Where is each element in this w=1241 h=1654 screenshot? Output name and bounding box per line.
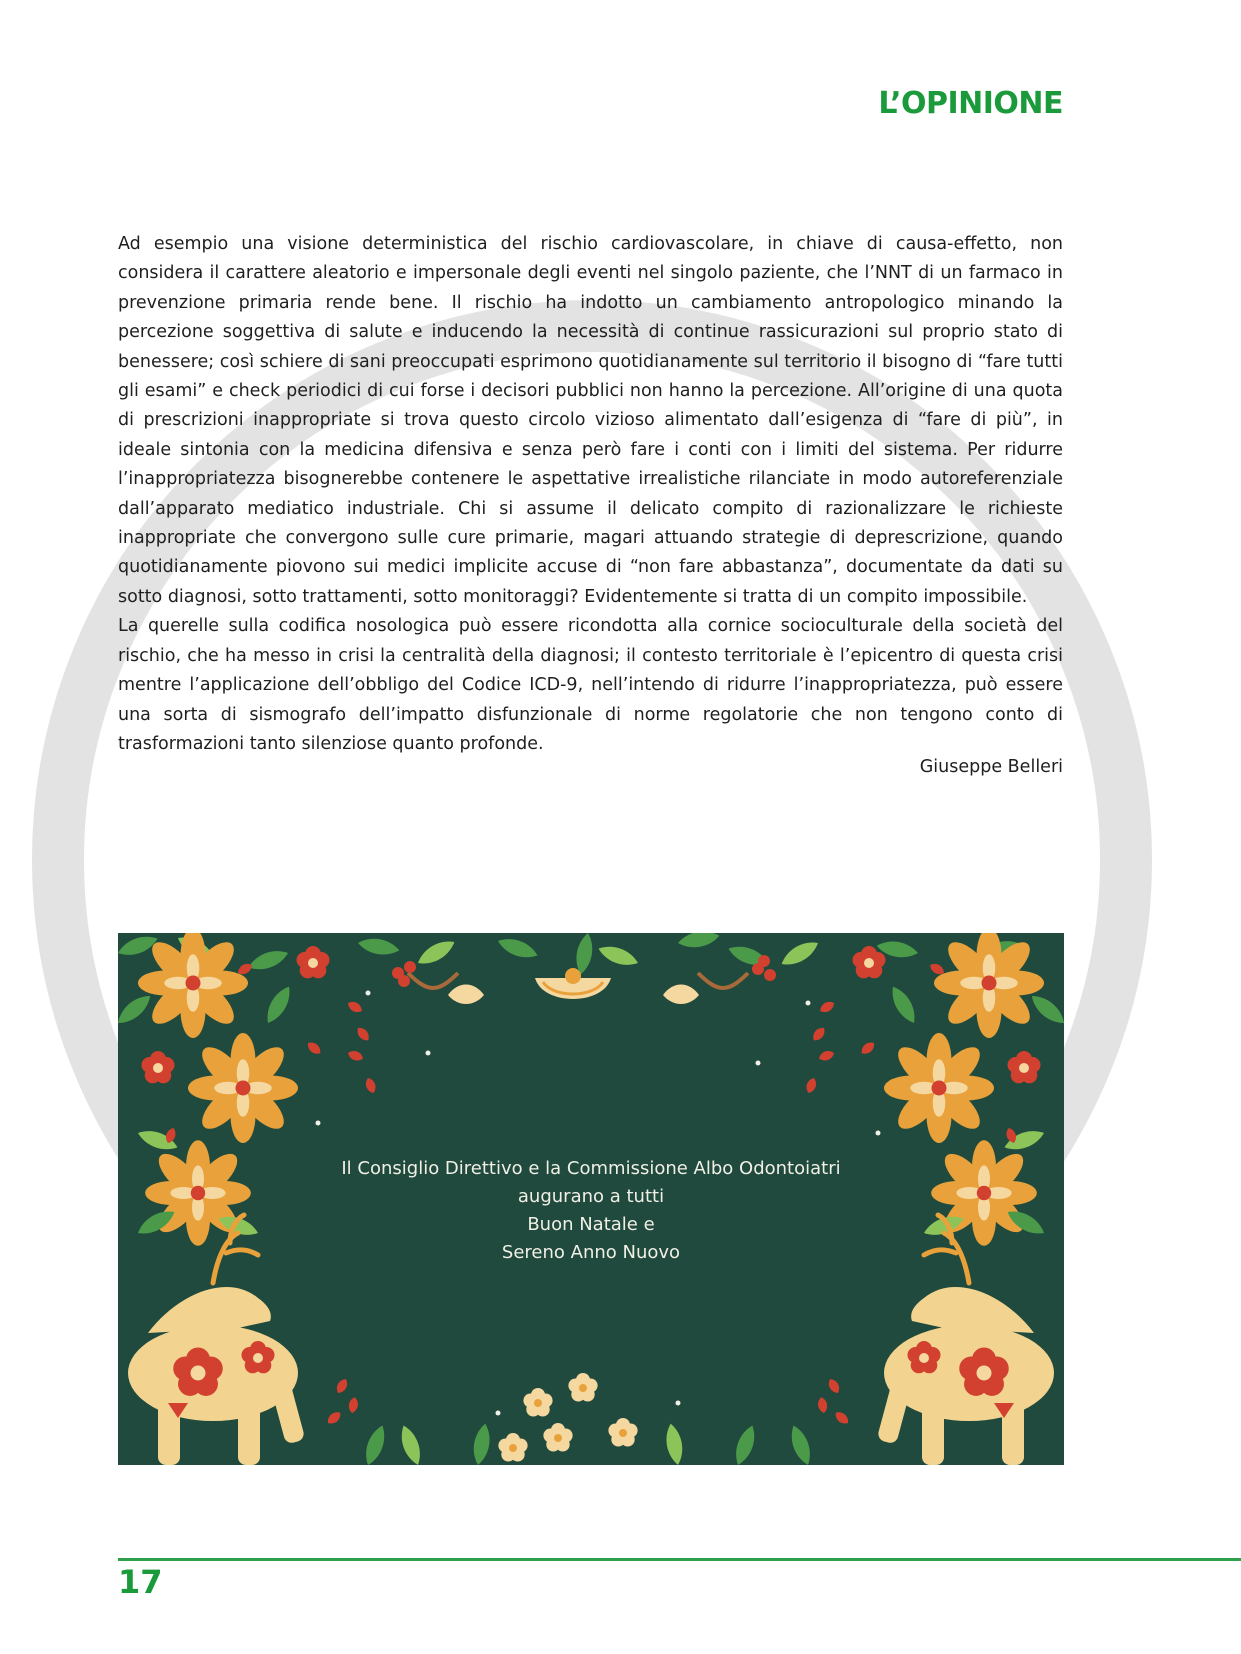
- page-number: 17: [118, 1563, 163, 1601]
- article-paragraph-1: Ad esempio una visione deterministica del rischio cardiovascolare, in chiave di causa-effetto, non considera il carattere aleatorio e impersonale degli eventi nel singolo paziente, che l’NNT di un farmaco in prevenzione primaria rende bene. Il rischio ha indotto un cambiamento antropologico minando la percezione soggettiva di salute e inducendo la necessità di continue rassicurazioni sul proprio stato di benessere; così schiere di sani preoccupati esprimono quotidianamente sul territorio il bisogno di “fare tutti gli esami” e check periodici di cui forse i decisori pubblici non hanno la percezione. All’origine di una quota di prescrizioni inappropriate si trova questo circolo vizioso alimentato dall’esigenza di “fare di più”, in ideale sintonia con la medicina difensiva e senza però fare i conti con i limiti del sistema. Per ridurre l’inappropriatezza bisognerebbe contenere le aspettative irrealistiche rilanciate in modo autoreferenziale dall’apparato mediatico industriale. Chi si assume il delicato compito di razionalizzare le richieste inappropriate che convergono sulle cure primarie, magari attuando strategie di deprescrizione, quando quotidianamente piovono sui medici implicite accuse di “non fare abbastanza”, documentate da dati su sotto diagnosi, sotto trattamenti, sotto monitoraggi? Evidentemente si tratta di un compito impossibile.: [118, 234, 1063, 607]
- article-body: [118, 230, 1063, 759]
- greeting-line-4: Sereno Anno Nuovo: [501, 1242, 681, 1263]
- greeting-line-3: Buon Natale e: [527, 1214, 655, 1235]
- greeting-line-2: augurano a tutti: [517, 1186, 665, 1207]
- article-author: Giuseppe Belleri: [919, 757, 1063, 777]
- section-title: L’OPINIONE: [878, 86, 1063, 121]
- greeting-line-1: Il Consiglio Direttivo e la Commissione Albo Odontoiatri: [341, 1158, 841, 1179]
- footer-divider: [118, 1558, 1241, 1561]
- christmas-greeting-card: [118, 933, 1064, 1465]
- greeting-message: [118, 1155, 1064, 1267]
- article-paragraph-2: La querelle sulla codifica nosologica può essere ricondotta alla cornice socioculturale della società del rischio, che ha messo in crisi la centralità della diagnosi; il contesto territoriale è l’epicentro di questa crisi mentre l’applicazione dell’obbligo del Codice ICD-9, nell’intendo di ridurre l’inappropriatezza, può essere una sorta di sismografo dell’impatto disfunzionale di norme regolatorie che non tengono conto di trasformazioni tanto silenziose quanto profonde.: [118, 616, 1063, 754]
